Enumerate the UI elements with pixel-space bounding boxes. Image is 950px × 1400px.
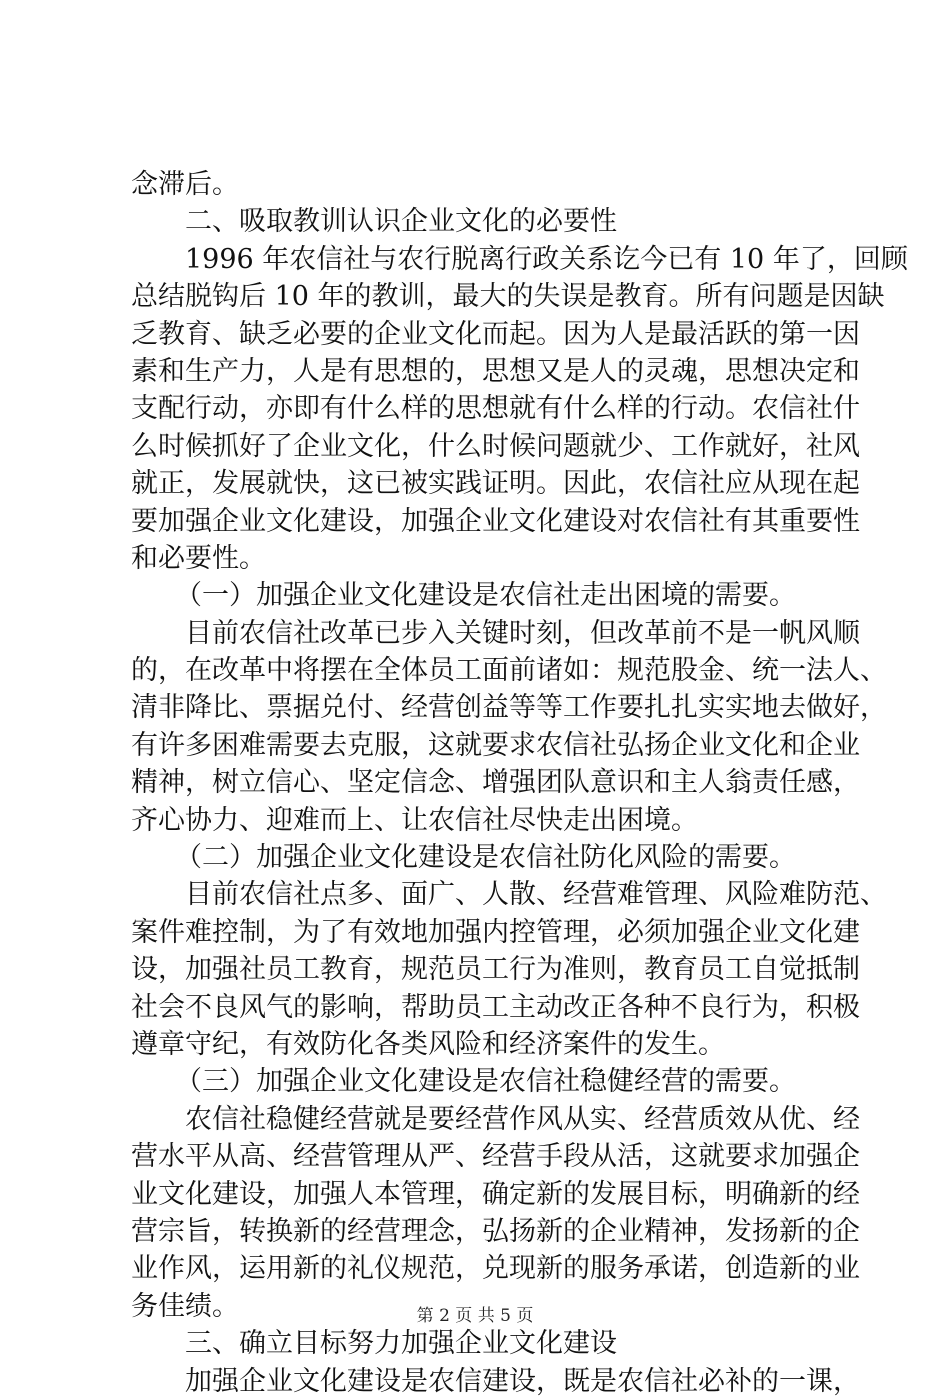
- text-line: 支配行动，亦即有什么样的思想就有什么样的行动。农信社什: [131, 393, 860, 425]
- text-line: 乏教育、缺乏必要的企业文化而起。因为人是最活跃的第一因: [131, 318, 860, 350]
- text-line: 遵章守纪，有效防化各类风险和经济案件的发生。: [131, 1028, 725, 1060]
- text-line: 总结脱钩后 10 年的教训，最大的失误是教育。所有问题是因缺: [131, 281, 885, 313]
- text-line: 么时候抓好了企业文化，什么时候问题就少、工作就好，社风: [131, 430, 860, 462]
- paragraph-first-line: 农信社稳健经营就是要经营作风从实、经营质效从优、经: [185, 1103, 860, 1135]
- paragraph-first-line: 目前农信社点多、面广、人散、经营难管理、风险难防范、: [185, 879, 887, 911]
- subsection-heading: （一）加强企业文化建设是农信社走出困境的需要。: [175, 580, 796, 612]
- section-heading: 二、吸取教训认识企业文化的必要性: [185, 206, 617, 238]
- text-line: 精神，树立信心、坚定信念、增强团队意识和主人翁责任感，: [131, 767, 860, 799]
- text-line: 业文化建设，加强人本管理，确定新的发展目标，明确新的经: [131, 1178, 860, 1210]
- text-line: 社会不良风气的影响，帮助员工主动改正各种不良行为，积极: [131, 991, 860, 1023]
- document-body: [131, 166, 908, 1400]
- section-heading: 三、确立目标努力加强企业文化建设: [185, 1328, 617, 1360]
- text-line: 业作风，运用新的礼仪规范，兑现新的服务承诺，创造新的业: [131, 1253, 860, 1285]
- text-line: 要加强企业文化建设，加强企业文化建设对农信社有其重要性: [131, 505, 860, 537]
- subsection-heading: （三）加强企业文化建设是农信社稳健经营的需要。: [175, 1066, 796, 1098]
- paragraph-first-line: 目前农信社改革已步入关键时刻，但改革前不是一帆风顺: [185, 617, 860, 649]
- text-line: 齐心协力、迎难而上、让农信社尽快走出困境。: [131, 804, 698, 836]
- text-line: 有许多困难需要去克服，这就要求农信社弘扬企业文化和企业: [131, 729, 860, 761]
- page-number-label: 第 2 页 共 5 页: [416, 1306, 534, 1326]
- text-line: 务佳绩。: [131, 1290, 239, 1322]
- text-line: 素和生产力，人是有思想的，思想又是人的灵魂，思想决定和: [131, 355, 860, 387]
- subsection-heading: （二）加强企业文化建设是农信社防化风险的需要。: [175, 842, 796, 874]
- text-line: 念滞后。: [131, 169, 239, 200]
- text-line: 营水平从高、经营管理从严、经营手段从活，这就要求加强企: [131, 1141, 860, 1173]
- paragraph-first-line: 加强企业文化建设是农信建设，既是农信社必补的一课，: [185, 1365, 860, 1397]
- text-line: 和必要性。: [131, 542, 266, 574]
- text-line: 清非降比、票据兑付、经营创益等等工作要扎扎实实地去做好，: [131, 692, 887, 724]
- text-line: 就正，发展就快，这已被实践证明。因此，农信社应从现在起: [131, 468, 860, 500]
- paragraph-first-line: 1996 年农信社与农行脱离行政关系讫今已有 10 年了，回顾: [185, 243, 908, 275]
- text-line: 设，加强社员工教育，规范员工行为准则，教育员工自觉抵制: [131, 954, 860, 986]
- text-line: 的，在改革中将摆在全体员工面前诸如：规范股金、统一法人、: [131, 655, 887, 687]
- text-line: 案件难控制，为了有效地加强内控管理，必须加强企业文化建: [131, 916, 860, 948]
- page-footer: [0, 1301, 950, 1326]
- text-line: 营宗旨，转换新的经营理念，弘扬新的企业精神，发扬新的企: [131, 1215, 860, 1247]
